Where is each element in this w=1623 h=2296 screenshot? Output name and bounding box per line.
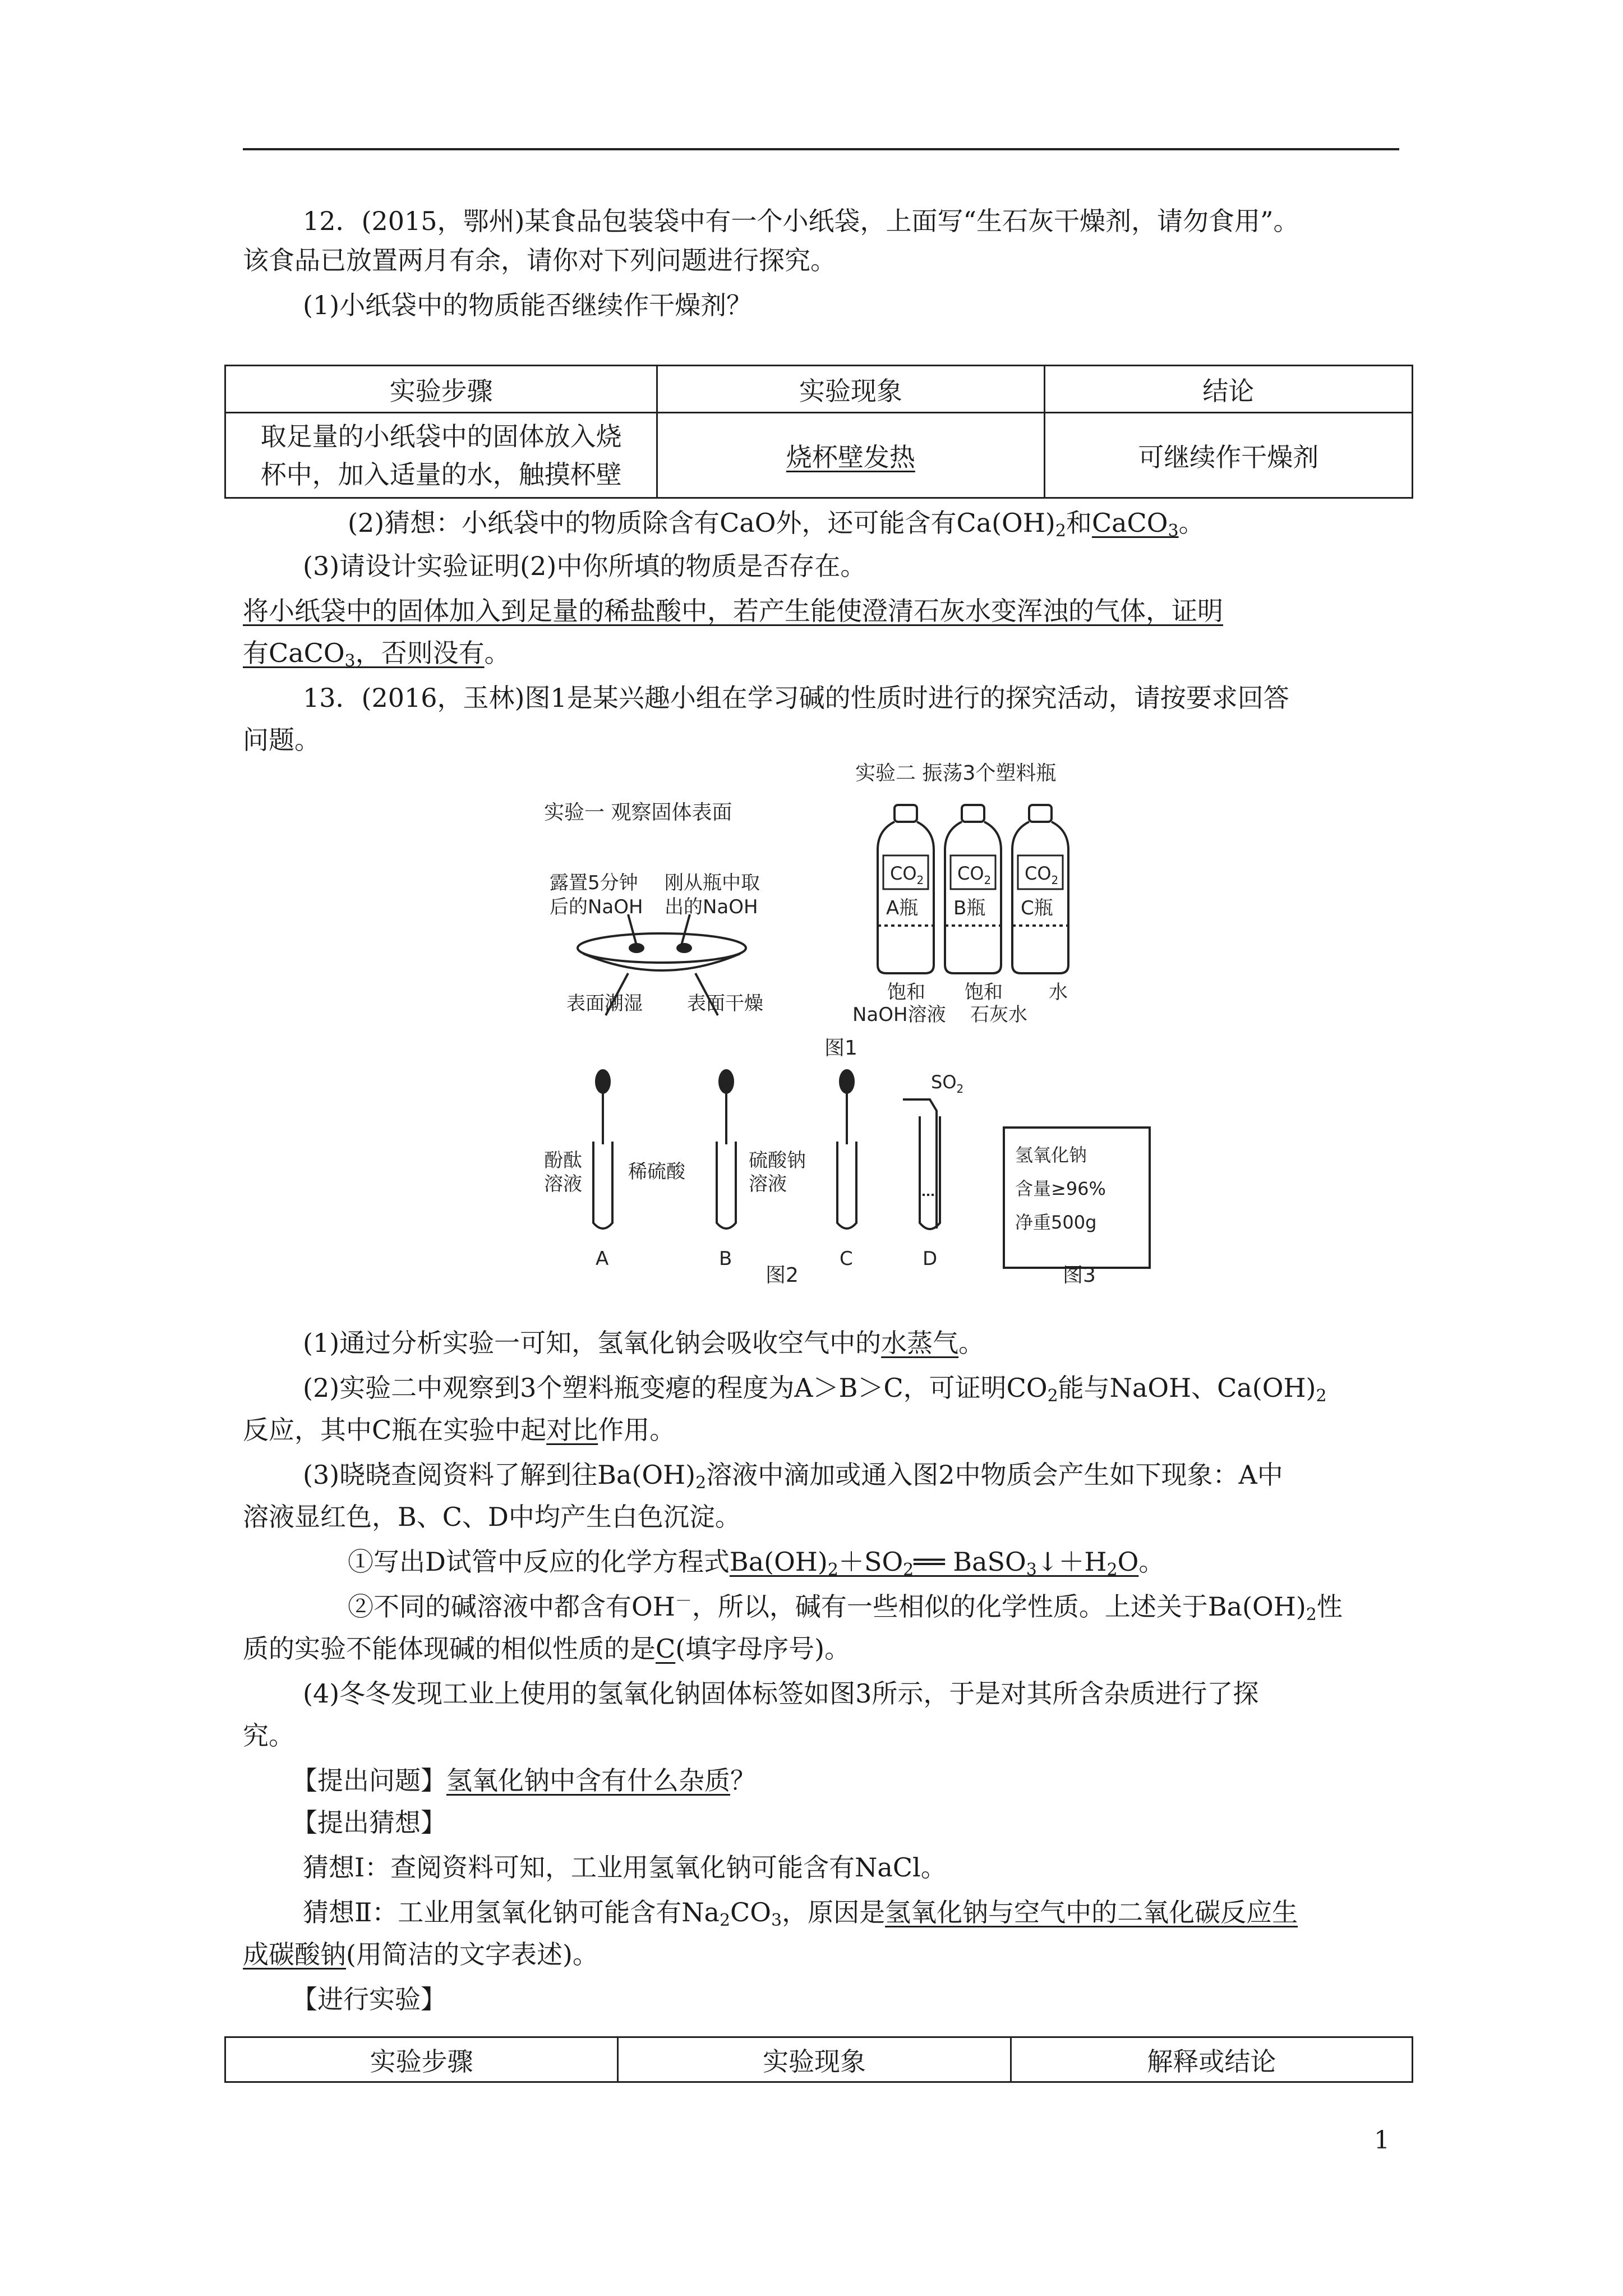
naoh-label-line3: 净重500g [1015,1212,1097,1233]
bottle-c-co2: $CO_2$ [1025,863,1059,887]
q12-sub2-text: (2)猜想：小纸袋中的物质除含有CaO外，还可能含有Ca(OH) [348,508,1055,538]
bottle-c-label: C瓶 [1021,897,1053,919]
q12-sub3: (3)请设计实验证明(2)中你所填的物质是否存在。 [303,551,866,581]
fig3-caption: 图3 [1063,1264,1096,1287]
q13-p3-q2b: 质的实验不能体现碱的相似性质的是C(填字母序号)。 [243,1634,851,1664]
q13-ask-question: 【提出问题】氢氧化钠中含有什么杂质？ [292,1765,756,1796]
exp1-surface-wet: 表面潮湿 [566,992,643,1015]
test-tube-b-icon [717,1142,736,1228]
q13-line2: 问题。 [243,725,320,755]
page-number: 1 [1374,2126,1390,2155]
dilute-acid-label: 稀硫酸 [628,1161,685,1183]
q13-p1: (1)通过分析实验一可知，氢氧化钠会吸收空气中的水蒸气。 [303,1328,985,1358]
q13-p3-line2: 溶液显红色，B、C、D中均产生白色沉淀。 [243,1502,741,1532]
q13-p2b: 反应，其中C瓶在实验中起对比作用。 [243,1415,676,1445]
q12-step-line2: 杯中，加入适量的水，触摸杯壁 [260,459,622,490]
q13-p1-answer: 水蒸气 [881,1328,959,1358]
q13-figure [544,752,1166,1313]
tube-d-label: D [923,1248,938,1270]
q12-sub1: (1)小纸袋中的物质能否继续作干燥剂？ [303,290,753,320]
naoh-sample-left [629,943,644,953]
q12-answer-line2-text: 有CaCO$_3$，否则没有 [243,638,485,671]
q13-guess1: 猜想Ⅰ：查阅资料可知，工业用氢氧化钠可能含有NaCl。 [303,1852,947,1883]
q13-p2: (2)实验二中观察到3个塑料瓶变瘪的程度为A＞B＞C，可证明$CO_2$能与NaOH、$Ca(OH)_2$ [303,1373,1327,1406]
tube-a-label: A [596,1248,609,1270]
q13-p3-q2: ②不同的碱溶液中都含有OH－，所以，碱有一些相似的化学性质。上述关于$Ba(OH)_2$性 [348,1591,1343,1625]
bottle-a-co2: $CO_2$ [890,863,924,887]
q13-ask-answer: 氢氧化钠中含有什么杂质 [446,1765,730,1796]
q12-answer-line1: 将小纸袋中的固体加入到足量的稀盐酸中，若产生能使澄清石灰水变浑浊的气体，证明 [243,596,1223,626]
fig1-caption: 图1 [824,1037,857,1060]
q13-line1: 13．(2016，玉林)图1是某兴趣小组在学习碱的性质时进行的探究活动，请按要求回答 [303,683,1289,713]
q12-th-conclusion: 结论 [1044,366,1412,413]
tube-c-label: C [840,1248,853,1270]
bottle-b-co2: $CO_2$ [957,863,992,887]
q12-sub2: (2)猜想：小纸袋中的物质除含有CaO外，还可能含有$Ca(OH)_2$和CaCO$_3$。 [348,508,1205,541]
q13-guess2b: 成碳酸钠(用简洁的文字表述)。 [243,1939,598,1970]
test-tube-c-icon [837,1142,856,1228]
q12-phenomenon-cell [657,413,1044,498]
dropper-b-icon [720,1070,733,1144]
q13-p2-answer: 对比 [546,1415,598,1445]
q13-p3-line1: (3)晓晓查阅资料了解到往$Ba(OH)_2$溶液中滴加或通入图2中物质会产生如下现象：A中 [303,1460,1283,1493]
q13-th-conclusion: 解释或结论 [1011,2037,1412,2082]
q13-exp-head: 【进行实验】 [292,1984,446,2014]
naoh-label-line2: 含量≥96% [1015,1178,1106,1199]
tube-b-label: B [719,1248,732,1270]
bottle-a-label: A瓶 [886,897,919,919]
q13-table [224,2036,1413,2083]
bottle-a-sat: 饱和 [887,981,925,1004]
q12-th-step: 实验步骤 [225,366,657,413]
q13-p4-line1: (4)冬冬发现工业上使用的氢氧化钠固体标签如图3所示，于是对其所含杂质进行了探 [303,1678,1259,1709]
q12-phenomenon-answer: 烧杯壁发热 [786,441,915,472]
q13-guess2-answer: 氢氧化钠与空气中的二氧化碳反应生 [885,1897,1298,1927]
q13-guess2: 猜想Ⅱ：工业用氢氧化钠可能含有$Na_2CO_3$，原因是氢氧化钠与空气中的二氧化碳反应生 [303,1897,1298,1930]
header-rule [243,148,1399,150]
fig2-caption: 图2 [766,1264,799,1287]
q12-conclusion-cell: 可继续作干燥剂 [1044,413,1412,498]
exp2-title: 实验二 振荡3个塑料瓶 [855,762,1057,785]
sulfate-label2: 溶液 [749,1173,787,1195]
q12-th-phenomenon: 实验现象 [657,366,1044,413]
q13-guess-head: 【提出猜想】 [292,1807,446,1838]
q13-equation-answer: $Ba(OH)_2+SO_2══$ $BaSO_3↓+H_2O$ [729,1547,1139,1580]
q12-table [224,365,1413,499]
q12-step-cell [225,413,657,498]
exp1-left-label2: 后的NaOH [550,896,643,918]
q12-sub2-and: 和 [1066,508,1092,538]
q13-guess2b-answer: 成碳酸钠 [243,1939,346,1970]
bottle-b-solution: 石灰水 [970,1004,1027,1026]
dropper-c-icon [840,1070,854,1144]
q12-step-line1: 取足量的小纸袋中的固体放入烧 [260,421,622,452]
naoh-sample-right [676,943,692,953]
dropper-a-icon [596,1070,610,1144]
q13-p3-answer: C [656,1634,676,1664]
q12-line2: 该食品已放置两月有余，请你对下列问题进行探究。 [243,245,836,275]
q13-p3-q1: ①写出D试管中反应的化学方程式$Ba(OH)_2+SO_2══$ $BaSO_3↓+H_2O$。 [348,1547,1165,1580]
test-tube-d-icon [903,1099,940,1229]
bottle-b-sat: 饱和 [965,981,1003,1004]
q12-answer-line2: 有CaCO$_3$，否则没有。 [243,638,510,671]
sulfate-label1: 硫酸钠 [749,1149,806,1172]
test-tube-a-icon [593,1142,612,1228]
q12-line1: 12．(2015，鄂州)某食品包装袋中有一个小纸袋，上面写“生石灰干燥剂，请勿食用”。 [303,206,1299,236]
so2-label: $SO_2$ [931,1071,964,1096]
exp1-right-label1: 刚从瓶中取 [665,872,760,894]
exp1-right-label2: 出的NaOH [665,896,758,918]
q13-th-phenomenon: 实验现象 [618,2037,1011,2082]
phenolphthalein-label2: 溶液 [544,1173,582,1195]
exp1-title: 实验一 观察固体表面 [544,801,732,824]
bottle-c-water: 水 [1049,981,1068,1004]
naoh-label-line1: 氢氧化钠 [1015,1144,1087,1166]
exp1-left-label1: 露置5分钟 [550,872,638,894]
q12-sub2-answer: CaCO$_3$ [1091,508,1179,541]
q13-th-step: 实验步骤 [225,2037,618,2082]
bottle-a-solution: NaOH溶液 [852,1004,946,1026]
exp1-surface-dry: 表面干燥 [687,992,763,1015]
bottle-b-label: B瓶 [953,897,986,919]
q13-p4-line2: 究。 [243,1720,294,1751]
phenolphthalein-label1: 酚酞 [544,1149,582,1172]
